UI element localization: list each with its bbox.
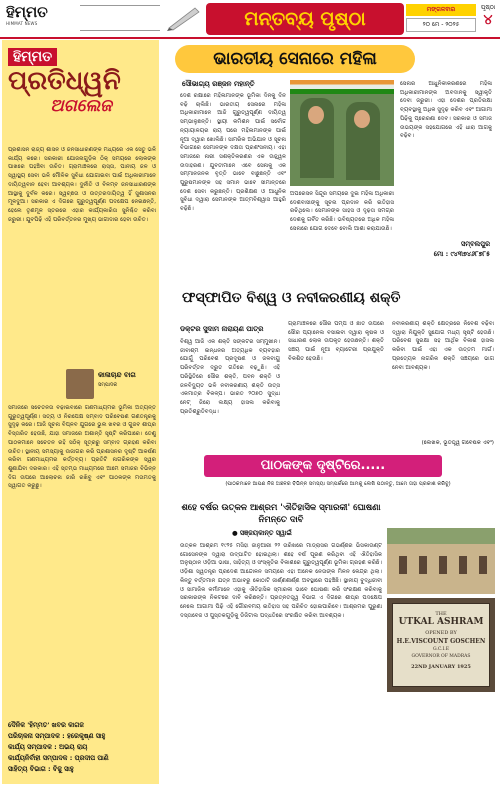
column-brand (8, 46, 154, 142)
header-decor (80, 5, 160, 31)
article-body: ନବୀକରଣୀୟ ଶକ୍ତି କ୍ଷେତ୍ରରେ ନିବେଶ ବଢ଼ିବା ଦ୍ୱାରା ନିଯୁକ୍ତି ସୁଯୋଗ ମଧ୍ୟ ସୃଷ୍ଟି ହେଉଛି। ପରିବେଶ ସୁରକ୍ଷା ସହ ଆର୍ଥିକ ବିକାଶ ହାସଲ କରିବା ପାଇଁ ଏହା ଏକ ଉତ୍ତମ ମାର୍ଗ। ପ୍ରତ୍ୟେକ ନାଗରିକ ଶକ୍ତି ସଞ୍ଚୟରେ ଭାଗ ନେବା ଆବଶ୍ୟକ। (392, 321, 494, 371)
article-headline: ଶହେ ବର୍ଷର ଉତ୍କଳ ଆଶ୍ରମ 'ଐତିହାସିକ ସ୍ମାରକୀ' ଘୋଷଣା ନିମନ୍ତେ ଦାବି (181, 503, 381, 525)
article-headline: ଭାରତୀୟ ସେନାରେ ମହିଳା (175, 45, 415, 73)
author-name: କାଳାଚାନ୍ଦ ବାଗ (98, 371, 136, 379)
credit-line: ସାହିତ୍ୟ ବିଭାଗ : ବିଜୁ ସାହୁ (8, 765, 74, 773)
page-number-value: ୪ (483, 12, 493, 28)
plaque-line: UTKAL ASHRAM (398, 617, 484, 627)
issue-date: ୨୦ ମେ - ୨୦୨୫ (406, 18, 476, 32)
article-body: ବିଶ୍ୱ ଆଜି ଏକ ଶକ୍ତି ସଙ୍କଟର ସମ୍ମୁଖୀନ। ଜୀବାଶ୍ମ ଇନ୍ଧନର ଅତ୍ୟଧିକ ବ୍ୟବହାର ଯୋଗୁଁ ପରିବେଶ ପ୍ରଦୂଷଣ ଓ ଜଳବାୟୁ ପରିବର୍ତ୍ତନ ଦ୍ରୁତ ଗତିରେ ବଢ଼ୁଛି। ଏହି ପରିସ୍ଥିତିରେ ସୌର ଶକ୍ତି, ପବନ ଶକ୍ତି ଓ ଜଳବିଦ୍ୟୁତ ଭଳି ନବୀକରଣୀୟ ଶକ୍ତି ଉତ୍ସ ଏକମାତ୍ର ବିକଳ୍ପ। ଭାରତ ୨୦୭୦ ସୁଦ୍ଧା ନେଟ୍ ଜିରୋ ଲକ୍ଷ୍ୟ ହାସଲ କରିବାକୁ ପ୍ରତିଶ୍ରୁତିବଦ୍ଧ। (180, 339, 280, 415)
pen-icon (165, 4, 205, 32)
brand-sub: ଅଗଲେଜ (50, 96, 112, 116)
avatar (66, 369, 94, 399)
article-body: ଉତ୍କଳ ଆଶ୍ରମ ୧୯୨୫ ମସିହା ଜାନୁଆରୀ ୨୨ ତାରିଖରେ ମାଡ୍ରାସର ଗଭର୍ଣ୍ଣର ଭିସକାଉଣ୍ଟ ଗୋସେନଙ୍କ ଦ୍ୱାରା ଉଦ୍‌ଘାଟିତ ହୋଇଥିଲା। ଶହେ ବର୍ଷ ପୂରଣ କରିଥିବା ଏହି ଐତିହାସିକ ଅନୁଷ୍ଠାନ ଓଡ଼ିଆ ଭାଷା, ସାହିତ୍ୟ ଓ ସଂସ୍କୃତିର ବିକାଶରେ ଗୁରୁତ୍ୱପୂର୍ଣ୍ଣ ଭୂମିକା ଗ୍ରହଣ କରିଛି। ଓଡ଼ିଶା ସ୍ୱତନ୍ତ୍ର ପ୍ରଦେଶ ଆନ୍ଦୋଳନ ସମୟରେ ଏହା ଅନେକ ନେତାଙ୍କ ମିଳନ କେନ୍ଦ୍ର ଥିଲା। କିନ୍ତୁ ବର୍ତ୍ତମାନ ଯତ୍ନ ଅଭାବରୁ କୋଠାଟି ଜୀର୍ଣ୍ଣଶୀର୍ଣ୍ଣ ଅବସ୍ଥାରେ ପହଞ୍ଚିଛି। ସ୍ଥାନୀୟ ବୁଦ୍ଧିଜୀବୀ ଓ ସାମାଜିକ କର୍ମୀମାନେ ଏହାକୁ ଐତିହାସିକ ସ୍ମାରକୀ ଭାବେ ଘୋଷଣା କରି ସଂରକ୍ଷଣ କରିବାକୁ ସରକାରଙ୍କ ନିକଟରେ ଦାବି କରିଛନ୍ତି। ପ୍ରତ୍ନତତ୍ତ୍ୱ ବିଭାଗ ଏ ଦିଗରେ ଶୀଘ୍ର ପଦକ୍ଷେପ ନେଲେ ଆଗାମୀ ପିଢ଼ି ଏହି ଗୌରବମୟ ଇତିହାସ ସହ ପରିଚିତ ହୋଇପାରିବେ। ଆଶ୍ରମର ପୁରୁଣା ଦସ୍ତାବେଜ ଓ ପୁସ୍ତକଗୁଡ଼ିକୁ ଡିଜିଟାଲ ପଦ୍ଧତିରେ ସଂରକ୍ଷିତ କରିବା ଆବଶ୍ୟକ। (180, 543, 382, 619)
article-headline: ଫସ୍ଫାପିତ ବିଶ୍ୱ ଓ ନବୀକରଣୀୟ ଶକ୍ତି (182, 290, 401, 306)
person-face (308, 106, 324, 124)
article-byline: ଡକ୍ଟର ସୁଦାମ ନାରାୟଣ ପାତ୍ର (180, 325, 264, 333)
window (419, 556, 427, 574)
readers-invite: (ପାଠକମାନେ ଆପଣ ନିଜ ଅଞ୍ଚଳର ବିଭିନ୍ନ ସମସ୍ୟା ସମ୍ପର୍କରେ ଆମକୁ ଲେଖି ପଠାନ୍ତୁ, ଆମେ ତାହା ପ୍ରକାଶ କରିବୁ) (225, 481, 451, 487)
author-role: ସମ୍ପାଦକ (98, 382, 118, 388)
credit-line: ପରିଚାଳନା ସମ୍ପାଦକ : ହରେକୃଷ୍ଣ ସାହୁ (8, 732, 106, 740)
plaque-line: G.C.I.E (432, 647, 450, 652)
page-label: ପୃଷ୍ଠା (480, 4, 496, 11)
window (479, 556, 487, 574)
editorial-author (66, 369, 156, 399)
person-face (354, 110, 370, 128)
ashram-photo (387, 528, 495, 594)
ashram-plaque (387, 598, 495, 692)
signoff-place: ସମ୍ବଲପୁର (461, 240, 490, 248)
article-photo (290, 80, 394, 186)
date-box (406, 4, 476, 34)
window (459, 556, 467, 574)
masthead-logo-sub: HIMMAT NEWS (6, 21, 38, 26)
editorial-body-2: ସମାଜରେ ସଚେତନତା ବଢ଼ାଇବାରେ ଗଣମାଧ୍ୟମର ଭୂମିକା ଅତ୍ୟନ୍ତ ଗୁରୁତ୍ୱପୂର୍ଣ୍ଣ। ସତ୍ୟ ଓ ନିରପେକ୍ଷ ସମ୍ବାଦ ପରିବେଷଣ ଗଣତନ୍ତ୍ରକୁ ସୁଦୃଢ଼ କରେ। ଆଜି ସୂଚନା ବିପ୍ଳବ ଯୁଗରେ ଭୁଲ ଖବର ଓ ଗୁଜବ ଶୀଘ୍ର ବିସ୍ତାରିତ ହେଉଛି, ଯାହା ସମାଜରେ ଅଶାନ୍ତି ସୃଷ୍ଟି କରିପାରେ। ତେଣୁ ପାଠକମାନେ ସଚେତନ ରହି ସଠିକ୍ ସୂତ୍ରରୁ ସମ୍ବାଦ ଗ୍ରହଣ କରିବା ଉଚିତ। ସ୍ଥାନୀୟ ସମସ୍ୟାକୁ ଉଜାଗର କରି ପ୍ରଶାସନର ଦୃଷ୍ଟି ଆକର୍ଷଣ କରିବା ଗଣମାଧ୍ୟମର କର୍ତ୍ତବ୍ୟ। ପ୍ରତିଟି ନାଗରିକଙ୍କ ସ୍ୱର ଶୁଣାଯିବା ଦରକାର। ଏହି ସ୍ତମ୍ଭ ମାଧ୍ୟମରେ ଆମେ ସମାଜର ବିଭିନ୍ନ ଦିଗ ଉପରେ ଆଲୋଚନା ଜାରି ରଖିବୁ ଏବଂ ପାଠକଙ୍କ ମତାମତକୁ ସ୍ୱାଗତ କରୁଛୁ। (8, 405, 156, 490)
page-number (478, 4, 498, 34)
article-body: ସେନାର ଆଧୁନିକୀକରଣରେ ମହିଳା ଅଧିକାରୀମାନଙ୍କ ଅବଦାନକୁ ସ୍ୱୀକୃତି ଦେବା ଜରୁରୀ। ଏହା ଦେଶର ପ୍ରତିରକ୍ଷା ବ୍ୟବସ୍ଥାକୁ ଅଧିକ ସୁଦୃଢ଼ କରିବ ଏବଂ ଆଗାମୀ ପିଢ଼ିକୁ ପ୍ରେରଣା ଦେବ। ସରକାର ଓ ସମାଜ ଉଭୟଙ୍କ ସହଯୋଗରେ ଏହି ଧାରା ଆଗକୁ ବଢ଼ିବ। (400, 81, 492, 140)
plaque-line: THE (435, 611, 447, 617)
brand-main: ପ୍ରତିଧ୍ୱନି (8, 66, 121, 96)
flag-image (290, 80, 394, 94)
header-divider (0, 37, 500, 39)
page-title: ମନ୍ତବ୍ୟ ପୃଷ୍ଠା (206, 3, 404, 35)
article-body: ଗ୍ରାମାଞ୍ଚଳରେ ସୌର ପମ୍ପ ଓ ଛାତ ଉପରେ ସୌର ପ୍ୟାନେଲ ବସାଇବା ଦ୍ୱାରା କୃଷକ ଓ ସାଧାରଣ ଲୋକ ଉପକୃତ ହେଉଛନ୍ତି। ଶକ୍ତି ସଞ୍ଚୟ ପାଇଁ ନୂଆ ବ୍ୟାଟେରୀ ପ୍ରଯୁକ୍ତି ବିକଶିତ ହେଉଛି। (288, 321, 384, 362)
weekday: ମଙ୍ଗଳବାର (406, 4, 476, 16)
window (439, 556, 447, 574)
readers-banner: ପାଠକଙ୍କ ଦୃଷ୍ଟିରେ..... (204, 455, 442, 477)
masthead-credits (8, 720, 156, 780)
plaque-line: GOVERNOR OF MADRAS (411, 654, 471, 659)
brand-top: ହିମ୍ମତ (8, 48, 57, 66)
masthead-logo-text: ହିମ୍ମତ (6, 3, 48, 21)
credit-line: ଦୈନିକ 'ହିମ୍ମତ' ଖବର କାଗଜ (8, 721, 84, 729)
article-body: ଦେଶ ରକ୍ଷାରେ ମହିଳାମାନଙ୍କ ଭୂମିକା ଦିନକୁ ଦିନ ବଢ଼ି ଚାଲିଛି। ଭାରତୀୟ ସେନାରେ ମହିଳା ଅଧିକାରୀମାନେ ଆଜି ଗୁରୁତ୍ୱପୂର୍ଣ୍ଣ ଦାୟିତ୍ୱ ସମ୍ଭାଳୁଛନ୍ତି। ସ୍ଥାୟୀ କମିଶନ ପାଇଁ ସର୍ବୋଚ୍ଚ ନ୍ୟାୟାଳୟର ରାୟ ପରେ ମହିଳାମାନଙ୍କ ପାଇଁ ନୂଆ ଦ୍ୱାର ଖୋଲିଛି। ସାମରିକ ଅଭିଯାନ ଓ ସୂଚନା ବିଭାଗରେ ସେମାନଙ୍କ ଦକ୍ଷତା ପ୍ରଶଂସନୀୟ। ଏହା ସମାଜରେ ନାରୀ ସଶକ୍ତିକରଣର ଏକ ଉଜ୍ଜ୍ୱଳ ଉଦାହରଣ। ଯୁବତୀମାନେ ଏବେ ସେନାକୁ ଏକ ସମ୍ମାନଜନକ ବୃତ୍ତି ଭାବେ ବାଛୁଛନ୍ତି ଏବଂ ପୁରୁଷମାନଙ୍କ ସହ ସମାନ ଭାବେ ସୀମାନ୍ତରେ ଦେଶ ସେବା କରୁଛନ୍ତି। ପ୍ରଶିକ୍ଷଣ ଓ ଆଧୁନିକ ସୁବିଧା ଦ୍ୱାରା ସେମାନଙ୍କ ଆତ୍ମବିଶ୍ୱାସ ଆହୁରି ବଢ଼ିଛି। (180, 93, 286, 213)
article-byline: ସୌଭାଗ୍ୟ ରଞ୍ଜନ ମହାନ୍ତି (182, 80, 255, 88)
tree-line (387, 528, 495, 544)
article-signoff: (ଲେଖକ, ଭୂତତ୍ତ୍ୱ ଗବେଷକ ଏବଂ) (421, 440, 494, 446)
plaque-line: 22ND JANUARY 1925 (411, 664, 471, 670)
credit-line: କାର୍ଯ୍ୟନିର୍ବାହୀ ସମ୍ପାଦକ : ପ୍ରଦୀପ ପାଣି (8, 754, 109, 762)
plaque-line: H.E.VISCOUNT GOSCHEN (396, 638, 486, 645)
editorial-body-1: ପ୍ରଶାସନ ରାଜ୍ୟ ଶାସନ ଓ ଜନସାଧାରଣଙ୍କ ମଧ୍ୟରେ ଏକ ସେତୁ ଭଳି କାର୍ଯ୍ୟ କରେ। ସରକାରୀ ଯୋଜନାଗୁଡ଼ିକ ଠିକ୍ ସମୟରେ ଲୋକଙ୍କ ପାଖରେ ପହଞ୍ଚିବା ଉଚିତ। ଗ୍ରାମାଞ୍ଚଳରେ ରାସ୍ତା, ପାନୀୟ ଜଳ ଓ ସ୍ୱାସ୍ଥ୍ୟ ସେବା ଭଳି ମୌଳିକ ସୁବିଧା ଯୋଗାଇବା ପାଇଁ ଅଧିକାରୀମାନେ ଦାୟିତ୍ୱବାନ ହେବା ଆବଶ୍ୟକ। ଦୁର୍ନୀତି ଓ ବିଳମ୍ବ ଜନସାଧାରଣଙ୍କ ଆସ୍ଥାକୁ ଦୁର୍ବଳ କରେ। ସ୍ୱଚ୍ଛତା ଓ ଉତ୍ତରଦାୟିତ୍ୱ ହିଁ ସୁଶାସନର ମୂଳଦୁଆ। ସରକାର ଏ ଦିଗରେ ଗୁରୁତ୍ୱପୂର୍ଣ୍ଣ ପଦକ୍ଷେପ ନେଇଛନ୍ତି, ହେଲେ ତୃଣମୂଳ ସ୍ତରରେ ଏହାର କାର୍ଯ୍ୟକାରିତା ସୁନିଶ୍ଚିତ କରିବା ଜରୁରୀ। ଯୁବପିଢ଼ି ଏହି ପରିବର୍ତ୍ତନର ମୁଖ୍ୟ ଭାଗୀଦାର ହେବା ଉଚିତ। (8, 147, 156, 223)
article-signoff (400, 239, 490, 271)
article-byline: ● ସଞ୍ଜୟକାନ୍ତ ସ୍ୱାଇଁ (232, 529, 292, 537)
masthead-logo (6, 4, 64, 34)
article-body: ଅପରେସନ ସିନ୍ଦୂର ସମୟରେ ଦୁଇ ମହିଳା ଅଧିକାରୀ ଦେଶବାସୀଙ୍କୁ ସୂଚନା ପ୍ରଦାନ କରି ଇତିହାସ ରଚିଥିଲେ। ସେମାନଙ୍କ ସାହସ ଓ ଦୃଢ଼ତା ସମଗ୍ର ଦେଶକୁ ଗର୍ବିତ କରିଛି। ଭବିଷ୍ୟତରେ ଅଧିକ ମହିଳା ସେନାରେ ଯୋଗ ଦେବେ ବୋଲି ଆଶା କରାଯାଉଛି। (290, 191, 394, 232)
credit-line: କାର୍ଯ୍ୟ ସମ୍ପାଦକ : ଅଭୟ ରାୟ (8, 743, 88, 751)
signoff-phone: ମୋ : ୯୪୩୭୪୬୮୭୮୫ (433, 250, 490, 258)
window (399, 556, 407, 574)
plaque-line: OPENED BY (425, 630, 457, 636)
